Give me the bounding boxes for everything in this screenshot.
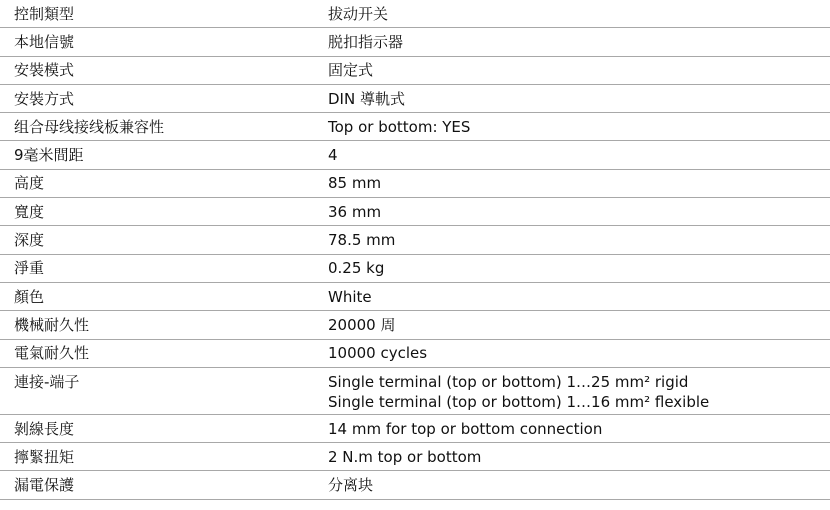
spec-value: 78.5 mm <box>328 231 396 250</box>
spec-label: 控制類型 <box>14 4 75 23</box>
spec-label: 深度 <box>14 231 45 250</box>
spec-label: 剝線長度 <box>14 419 75 438</box>
spec-row-earth-leakage-protection <box>0 471 830 499</box>
spec-label: 漏電保護 <box>14 476 75 495</box>
spec-row-colour <box>0 283 830 311</box>
spec-label: 顏色 <box>14 287 45 306</box>
spec-value: 脱扣指示器 <box>328 32 404 51</box>
spec-value <box>328 368 830 414</box>
spec-row-net-weight <box>0 255 830 283</box>
spec-value-line: Single terminal (top or bottom) 1…16 mm² flexible <box>328 392 710 411</box>
spec-label: 寬度 <box>14 202 45 221</box>
spec-value: 36 mm <box>328 202 382 221</box>
spec-value: 20000 周 <box>328 315 396 334</box>
spec-row-tightening-torque <box>0 443 830 471</box>
spec-value: 10000 cycles <box>328 344 428 363</box>
spec-value-line: Single terminal (top or bottom) 1…25 mm² rigid <box>328 372 689 391</box>
spec-value: 0.25 kg <box>328 259 385 278</box>
spec-row-mechanical-durability <box>0 311 830 339</box>
spec-row-height <box>0 170 830 198</box>
spec-row-depth <box>0 226 830 254</box>
spec-value: 分离块 <box>328 476 374 495</box>
spec-value: 拔动开关 <box>328 4 389 23</box>
spec-value: 85 mm <box>328 174 382 193</box>
spec-row-mounting-support <box>0 85 830 113</box>
spec-label: 電氣耐久性 <box>14 344 90 363</box>
spec-label: 高度 <box>14 174 45 193</box>
spec-value: 固定式 <box>328 61 374 80</box>
spec-row-mounting-mode <box>0 57 830 85</box>
spec-row-local-signal <box>0 28 830 56</box>
spec-row-comb-busbar-compatibility <box>0 113 830 141</box>
spec-row-width <box>0 198 830 226</box>
spec-label: 安裝方式 <box>14 89 75 108</box>
spec-value: DIN 導軌式 <box>328 89 405 108</box>
spec-row-wire-stripping-length <box>0 415 830 443</box>
spec-value: 14 mm for top or bottom connection <box>328 419 603 438</box>
spec-value: 4 <box>328 146 338 165</box>
spec-row-control-type <box>0 0 830 28</box>
spec-label: 淨重 <box>14 259 45 278</box>
spec-label: 連接-端子 <box>14 372 80 391</box>
spec-value: White <box>328 287 372 306</box>
spec-label: 安裝模式 <box>14 61 75 80</box>
spec-row-9mm-pitches <box>0 141 830 169</box>
spec-label: 機械耐久性 <box>14 315 90 334</box>
spec-row-electrical-durability <box>0 340 830 368</box>
spec-label: 9毫米間距 <box>14 146 84 165</box>
spec-value: Top or bottom: YES <box>328 117 471 136</box>
spec-value: 2 N.m top or bottom <box>328 447 482 466</box>
spec-row-connections-terminals <box>0 368 830 415</box>
spec-label: 组合母线接线板兼容性 <box>14 117 165 136</box>
spec-label: 本地信號 <box>14 32 75 51</box>
spec-label: 擰緊扭矩 <box>14 447 75 466</box>
